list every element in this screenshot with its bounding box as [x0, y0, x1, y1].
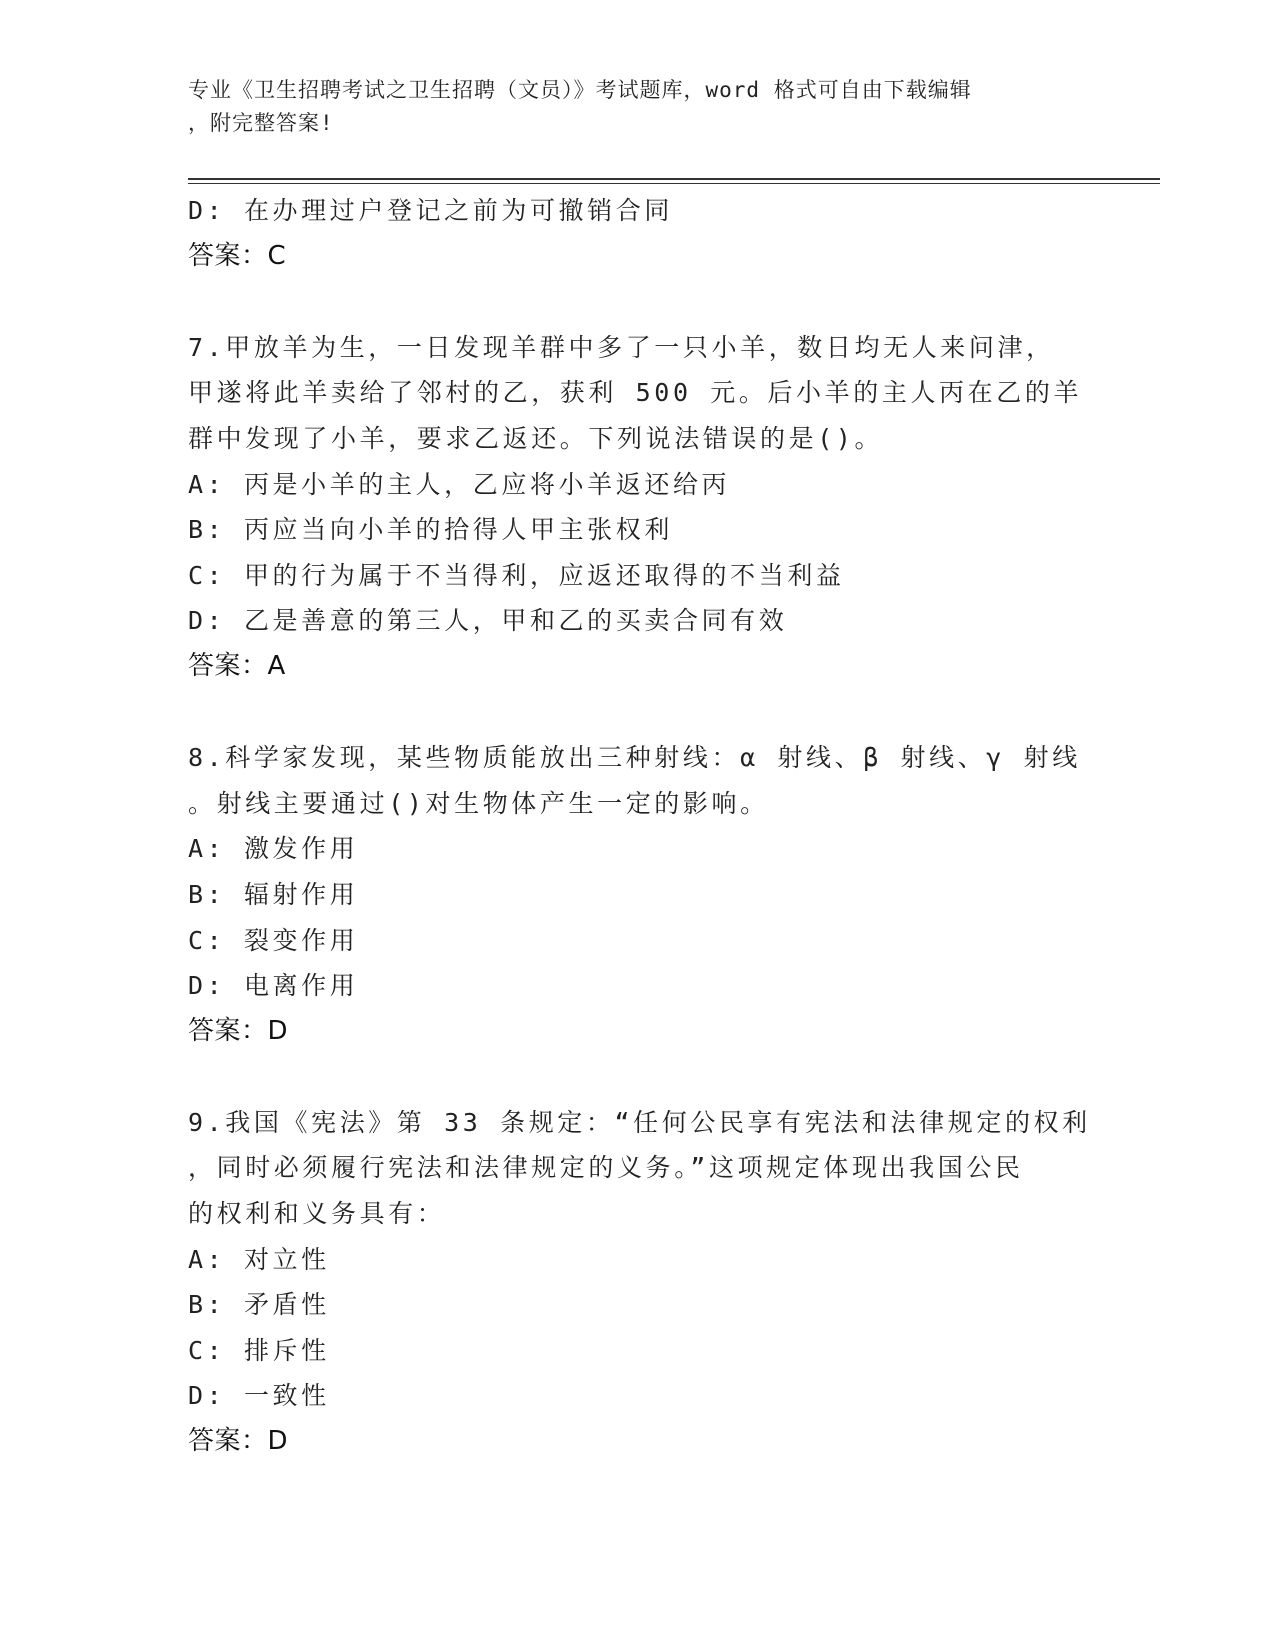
spacer [188, 690, 1148, 736]
question-6-tail [188, 188, 1148, 279]
option-c: C: 排斥性 [188, 1335, 330, 1365]
question-text-line: 甲遂将此羊卖给了邻村的乙，获利 500 元。后小羊的主人丙在乙的羊 [188, 378, 1083, 408]
header-rule-thick [188, 178, 1160, 180]
question-8 [188, 735, 1148, 1054]
question-text-line: ，同时必须履行宪法和法律规定的义务。”这项规定体现出我国公民 [188, 1153, 1024, 1183]
header-rule-thin [188, 183, 1160, 184]
question-7 [188, 325, 1148, 690]
answer-line: 答案：A [188, 650, 286, 681]
spacer [188, 279, 1148, 325]
question-text-line: 7.甲放羊为生，一日发现羊群中多了一只小羊，数日均无人来问津， [188, 332, 1055, 362]
spacer [188, 1054, 1148, 1100]
answer-line: 答案：D [188, 1426, 289, 1457]
option-a: A: 丙是小羊的主人，乙应将小羊返还给丙 [188, 469, 731, 499]
question-text-line: 9.我国《宪法》第 33 条规定：“任何公民享有宪法和法律规定的权利 [188, 1107, 1091, 1137]
answer-line: 答案：D [188, 1015, 289, 1046]
document-header [188, 74, 1088, 140]
option-c: C: 甲的行为属于不当得利，应返还取得的不当利益 [188, 560, 845, 590]
option-b: B: 矛盾性 [188, 1290, 330, 1320]
option-d: D: 电离作用 [188, 971, 359, 1001]
option-a: A: 激发作用 [188, 834, 359, 864]
option-d: D: 在办理过户登记之前为可撤销合同 [188, 196, 673, 225]
option-d: D: 乙是善意的第三人，甲和乙的买卖合同有效 [188, 606, 788, 636]
question-text-line: 的权利和义务具有： [188, 1199, 446, 1229]
question-text-line: 8.科学家发现，某些物质能放出三种射线：α 射线、β 射线、γ 射线 [188, 743, 1081, 773]
question-9 [188, 1100, 1148, 1465]
document-body [188, 188, 1148, 1465]
header-line-1: 专业《卫生招聘考试之卫生招聘（文员）》考试题库，word 格式可自由下载编辑 [188, 78, 972, 102]
option-b: B: 辐射作用 [188, 879, 359, 909]
question-text-line: 群中发现了小羊，要求乙返还。下列说法错误的是()。 [188, 423, 884, 453]
option-a: A: 对立性 [188, 1244, 330, 1274]
question-text-line: 。射线主要通过()对生物体产生一定的影响。 [188, 788, 769, 818]
option-d: D: 一致性 [188, 1381, 330, 1411]
option-b: B: 丙应当向小羊的拾得人甲主张权利 [188, 515, 673, 545]
option-c: C: 裂变作用 [188, 925, 359, 955]
header-line-2: ，附完整答案! [188, 111, 334, 135]
answer-line: 答案：C [188, 240, 287, 271]
